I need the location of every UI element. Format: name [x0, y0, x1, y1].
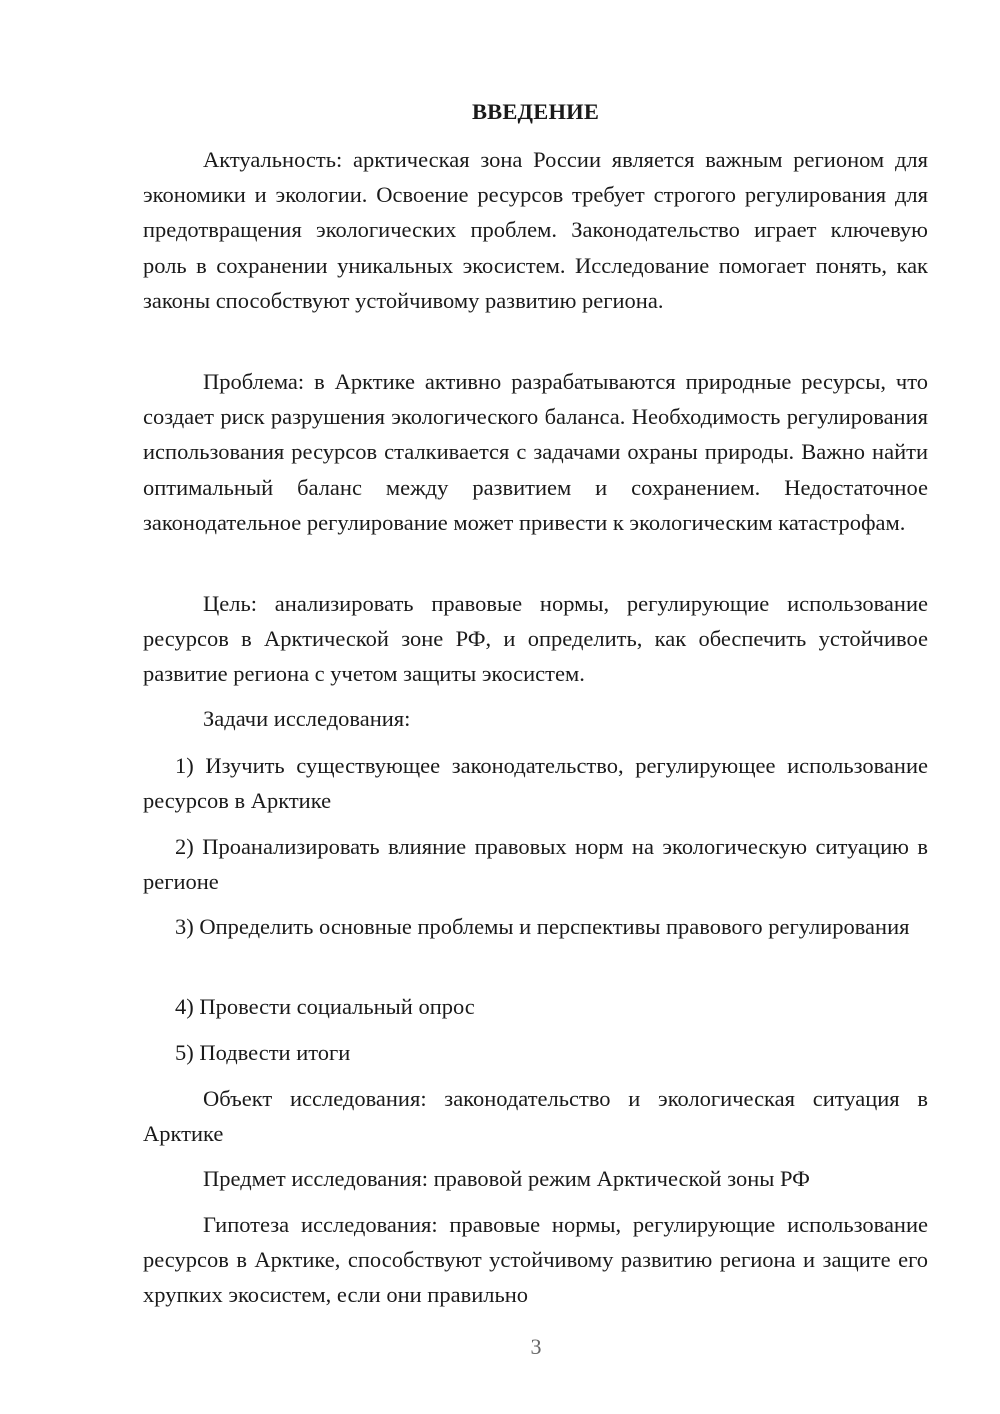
paragraph-goal: Цель: анализировать правовые нормы, регулирующие использование ресурсов в Арктической зоне РФ, и определить, как обеспечить устойчивое развитие региона с учетом защиты экосистем.: [143, 591, 928, 687]
task-item-3: 3) Определить основные проблемы и перспективы правового регулирования: [175, 914, 910, 939]
paragraph-hypothesis: Гипотеза исследования: правовые нормы, регулирующие использование ресурсов в Арктике, способствуют устойчивому развитию региона и защите его хрупких экосистем, если они правильно: [143, 1212, 928, 1308]
paragraph-problem: Проблема: в Арктике активно разрабатываются природные ресурсы, что создает риск разрушения экологического баланса. Необходимость регулирования использования ресурсов сталкивается с задачами охраны природы. Важно найти оптимальный баланс между развитием и сохранением. Недостаточное законодательное регулирование может привести к экологическим катастрофам.: [143, 369, 928, 535]
tasks-heading: Задачи исследования:: [203, 706, 411, 731]
paragraph-subject: Предмет исследования: правовой режим Арктической зоны РФ: [203, 1166, 810, 1191]
task-item-2: 2) Проанализировать влияние правовых норм на экологическую ситуацию в регионе: [143, 834, 928, 895]
task-item-5: 5) Подвести итоги: [175, 1040, 351, 1065]
paragraph-relevance: Актуальность: арктическая зона России является важным регионом для экономики и экологии. Освоение ресурсов требует строгого регулирования для предотвращения экологических проблем. Законодательство играет ключевую роль в сохранении уникальных экосистем. Исследование помогает понять, как законы способствуют устойчивому развитию региона.: [143, 147, 928, 313]
task-item-4: 4) Провести социальный опрос: [175, 994, 475, 1019]
page-title: ВВЕДЕНИЕ: [471, 99, 600, 124]
page-number: 3: [530, 1334, 542, 1359]
task-item-1: 1) Изучить существующее законодательство, регулирующее использование ресурсов в Арктике: [143, 753, 928, 814]
paragraph-object: Объект исследования: законодательство и экологическая ситуация в Арктике: [143, 1086, 928, 1147]
